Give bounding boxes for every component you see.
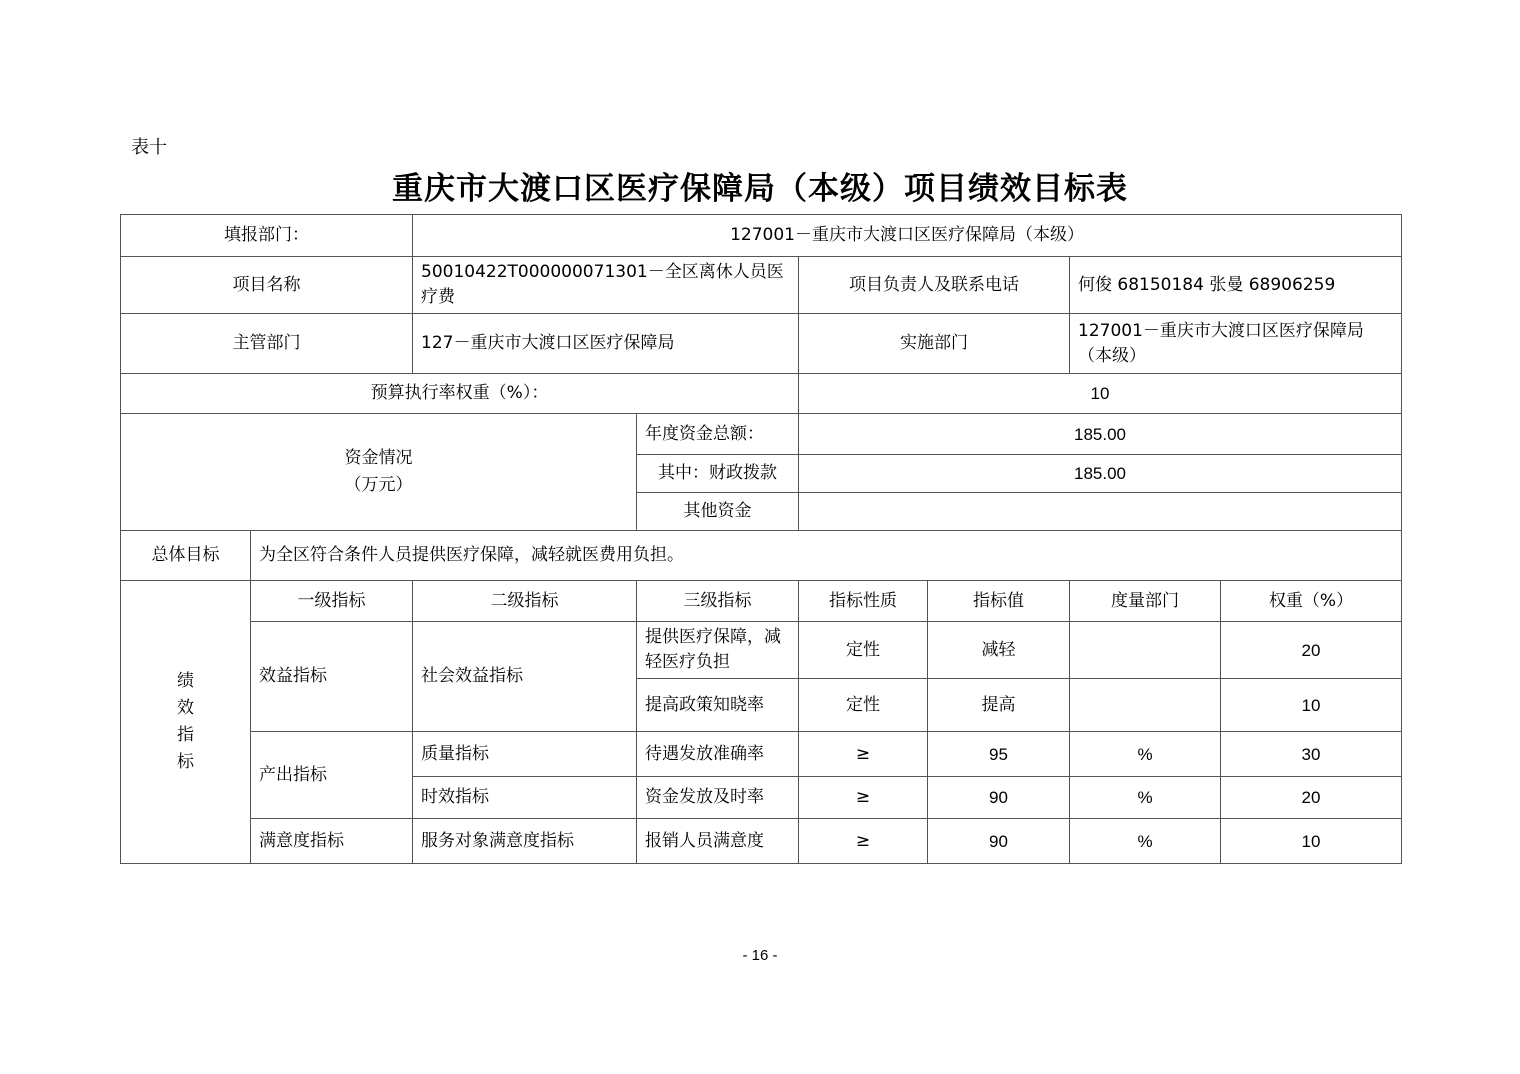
table-label: 表十: [131, 137, 167, 158]
value-cell: 提高: [928, 679, 1070, 732]
supervisor-label: 主管部门: [121, 314, 413, 374]
table-row: [121, 819, 1402, 864]
project-name-value: 50010422T000000071301－全区离休人员医疗费: [413, 257, 799, 314]
nature-cell: ≥: [799, 732, 928, 777]
weight-cell: 20: [1221, 622, 1402, 679]
funds-label: [121, 414, 637, 531]
nature-cell: 定性: [799, 622, 928, 679]
value-cell: 减轻: [928, 622, 1070, 679]
header-value: 指标值: [928, 581, 1070, 622]
nature-cell: ≥: [799, 819, 928, 864]
unit-cell: %: [1070, 732, 1221, 777]
funds-other-value: [799, 493, 1402, 531]
level1-cell: 效益指标: [251, 622, 413, 732]
level2-cell: 社会效益指标: [413, 622, 637, 732]
level3-cell: 资金发放及时率: [637, 777, 799, 819]
value-cell: 90: [928, 819, 1070, 864]
goal-value: 为全区符合条件人员提供医疗保障，减轻就医费用负担。: [251, 531, 1402, 581]
funds-total-value: 185.00: [799, 414, 1402, 455]
table-row: [121, 622, 1402, 679]
value-cell: 95: [928, 732, 1070, 777]
contact-label: 项目负责人及联系电话: [799, 257, 1070, 314]
level1-cell: 产出指标: [251, 732, 413, 819]
impl-value: 127001－重庆市大渡口区医疗保障局（本级）: [1070, 314, 1402, 374]
table-row: [121, 314, 1402, 374]
section-char: 绩: [177, 671, 194, 691]
page-number: - 16 -: [742, 947, 778, 964]
level2-cell: 服务对象满意度指标: [413, 819, 637, 864]
goal-label: 总体目标: [121, 531, 251, 581]
funds-fiscal-value: 185.00: [799, 455, 1402, 493]
header-level1: 一级指标: [251, 581, 413, 622]
level2-cell: 时效指标: [413, 777, 637, 819]
level2-cell: 质量指标: [413, 732, 637, 777]
weight-cell: 10: [1221, 679, 1402, 732]
project-name-label: 项目名称: [121, 257, 413, 314]
header-nature: 指标性质: [799, 581, 928, 622]
level3-cell: 报销人员满意度: [637, 819, 799, 864]
indicators-section-label: [121, 581, 251, 864]
supervisor-value: 127－重庆市大渡口区医疗保障局: [413, 314, 799, 374]
unit-cell: %: [1070, 819, 1221, 864]
funds-total-label: 年度资金总额：: [637, 414, 799, 455]
weight-cell: 20: [1221, 777, 1402, 819]
funds-other-label: 其他资金: [637, 493, 799, 531]
section-char: 效: [177, 698, 194, 718]
table-row: [121, 215, 1402, 257]
table-row: [121, 531, 1402, 581]
contact-value: 何俊 68150184 张曼 68906259: [1070, 257, 1402, 314]
unit-cell: %: [1070, 777, 1221, 819]
level1-cell: 满意度指标: [251, 819, 413, 864]
level3-cell: 提供医疗保障，减轻医疗负担: [637, 622, 799, 679]
unit-cell: [1070, 622, 1221, 679]
weight-cell: 30: [1221, 732, 1402, 777]
header-unit: 度量部门: [1070, 581, 1221, 622]
budget-weight-value: 10: [799, 374, 1402, 414]
header-level2: 二级指标: [413, 581, 637, 622]
dept-value: 127001－重庆市大渡口区医疗保障局（本级）: [413, 215, 1402, 257]
table-row: [121, 257, 1402, 314]
level3-cell: 提高政策知晓率: [637, 679, 799, 732]
dept-label: 填报部门：: [121, 215, 413, 257]
header-weight: 权重（%）: [1221, 581, 1402, 622]
performance-table: [120, 214, 1402, 864]
funds-label-line2: （万元）: [344, 475, 413, 495]
nature-cell: 定性: [799, 679, 928, 732]
table-row: [121, 374, 1402, 414]
section-char: 标: [177, 752, 194, 772]
page-title: 重庆市大渡口区医疗保障局（本级）项目绩效目标表: [392, 171, 1128, 207]
budget-weight-label: 预算执行率权重（%）：: [121, 374, 799, 414]
impl-label: 实施部门: [799, 314, 1070, 374]
funds-fiscal-label: 其中：财政拨款: [637, 455, 799, 493]
value-cell: 90: [928, 777, 1070, 819]
section-char: 指: [177, 725, 194, 745]
table-row: [121, 581, 1402, 622]
header-level3: 三级指标: [637, 581, 799, 622]
nature-cell: ≥: [799, 777, 928, 819]
level3-cell: 待遇发放准确率: [637, 732, 799, 777]
table-row: [121, 732, 1402, 777]
funds-label-line1: 资金情况: [344, 448, 413, 468]
weight-cell: 10: [1221, 819, 1402, 864]
unit-cell: [1070, 679, 1221, 732]
table-row: [121, 414, 1402, 455]
